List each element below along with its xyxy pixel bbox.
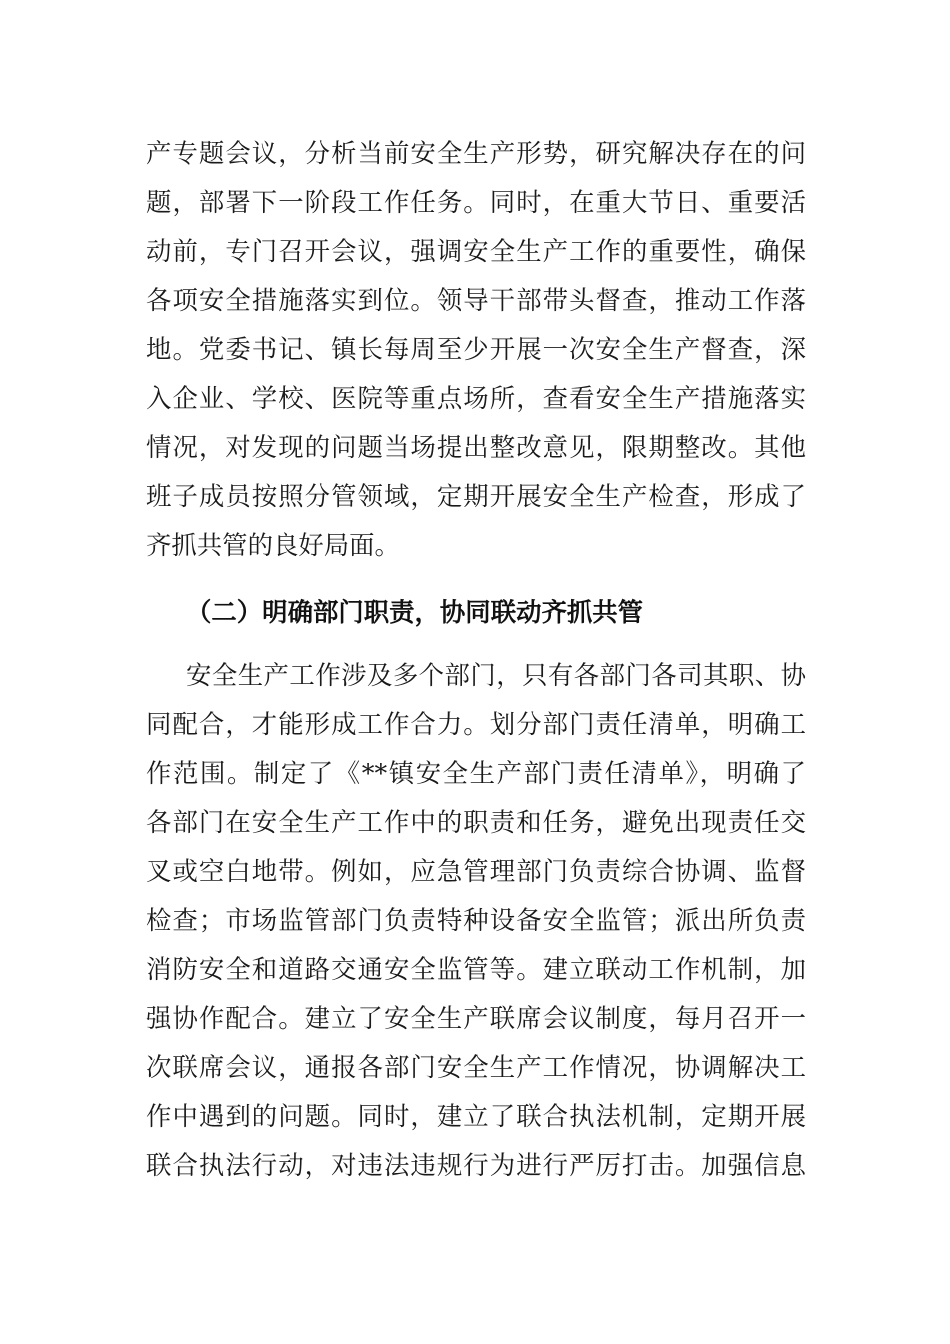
section-heading: （二）明确部门职责，协同联动齐抓共管 <box>186 597 644 627</box>
paragraph-2-line-5: 叉或空白地带。例如，应急管理部门负责综合协调、监督 <box>146 856 806 886</box>
paragraph-1-line-9: 齐抓共管的良好局面。 <box>146 530 400 560</box>
paragraph-1-line-6: 入企业、学校、医院等重点场所，查看安全生产措施落实 <box>146 383 806 413</box>
paragraph-2-line-11: 联合执法行动，对违法违规行为进行严厉打击。加强信息 <box>146 1150 806 1180</box>
paragraph-2-line-3: 作范围。制定了《**镇安全生产部门责任清单》，明确了 <box>146 758 806 788</box>
paragraph-2-line-1: 安全生产工作涉及多个部门，只有各部门各司其职、协 <box>186 660 806 690</box>
paragraph-2-line-4: 各部门在安全生产工作中的职责和任务，避免出现责任交 <box>146 807 806 837</box>
paragraph-1-line-4: 各项安全措施落实到位。领导干部带头督查，推动工作落 <box>146 285 806 315</box>
paragraph-1-line-1: 产专题会议，分析当前安全生产形势，研究解决存在的问 <box>146 138 806 168</box>
paragraph-2-line-8: 强协作配合。建立了安全生产联席会议制度，每月召开一 <box>146 1003 806 1033</box>
paragraph-1-line-3: 动前，专门召开会议，强调安全生产工作的重要性，确保 <box>146 236 806 266</box>
paragraph-2-line-7: 消防安全和道路交通安全监管等。建立联动工作机制，加 <box>146 954 806 984</box>
paragraph-2-line-10: 作中遇到的问题。同时，建立了联合执法机制，定期开展 <box>146 1101 806 1131</box>
paragraph-1-line-8: 班子成员按照分管领域，定期开展安全生产检查，形成了 <box>146 481 806 511</box>
paragraph-2-line-6: 检查；市场监管部门负责特种设备安全监管；派出所负责 <box>146 905 806 935</box>
paragraph-1-line-5: 地。党委书记、镇长每周至少开展一次安全生产督查，深 <box>146 334 806 364</box>
paragraph-2-line-9: 次联席会议，通报各部门安全生产工作情况，协调解决工 <box>146 1052 806 1082</box>
paragraph-1-line-7: 情况，对发现的问题当场提出整改意见，限期整改。其他 <box>146 432 806 462</box>
paragraph-2-line-2: 同配合，才能形成工作合力。划分部门责任清单，明确工 <box>146 709 806 739</box>
paragraph-1-line-2: 题，部署下一阶段工作任务。同时，在重大节日、重要活 <box>146 187 806 217</box>
